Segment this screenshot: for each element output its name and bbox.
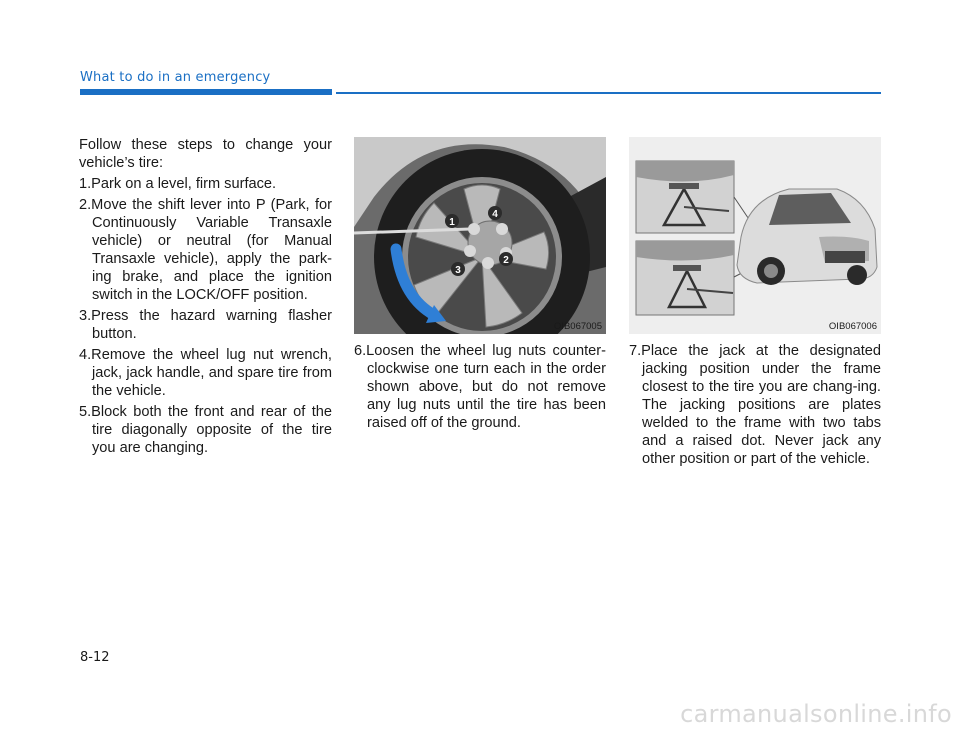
watermark: carmanualsonline.info <box>680 700 952 728</box>
figure-code: OIB067005 <box>553 321 602 332</box>
callout-3 <box>451 262 465 276</box>
header-rule <box>336 92 881 94</box>
svg-text:4: 4 <box>492 209 498 220</box>
lug-nut-order-figure <box>354 137 606 334</box>
step-5: 5.Block both the front and rear of the tire diagonally opposite of the tire you are changing. <box>79 404 332 456</box>
jacking-position-figure <box>629 137 881 334</box>
step-1: 1.Park on a level, firm surface. <box>79 176 277 192</box>
left-column <box>79 136 332 460</box>
callout-1 <box>445 214 459 228</box>
step-6: 6.Loosen the wheel lug nuts counter-clockwise one turn each in the order shown above, but do not remove any lug nuts until the tire has been raised off of the ground. <box>354 343 606 431</box>
step-7: 7.Place the jack at the designated jacking position under the frame closest to the tire you are chang-ing. The jacking positions are plates welded to the frame with two tabs and a raised dot. Never jack any other position or part of the vehicle. <box>629 343 881 467</box>
jacking-illustration <box>629 137 881 334</box>
svg-text:2: 2 <box>503 255 509 266</box>
callout-2 <box>499 252 513 266</box>
section-title-bar <box>80 89 332 95</box>
step-3: 3.Press the hazard warning flasher button. <box>79 308 332 342</box>
svg-text:3: 3 <box>455 265 461 276</box>
figure-code: OIB067006 <box>828 321 877 332</box>
page-number: 8-12 <box>80 650 110 665</box>
middle-column <box>354 342 606 435</box>
step-4: 4.Remove the wheel lug nut wrench, jack, jack handle, and spare tire from the vehicle. <box>79 347 332 399</box>
callout-4 <box>488 206 502 220</box>
section-title: What to do in an emergency <box>80 70 271 85</box>
intro-paragraph: Follow these steps to change your vehicle’s tire: <box>79 137 332 171</box>
svg-text:1: 1 <box>449 217 455 228</box>
right-column <box>629 342 881 471</box>
callout-layer <box>354 137 606 334</box>
step-2: 2.Move the shift lever into P (Park, for Continuously Variable Transaxle vehicle) or neutral (for Manual Transaxle vehicle), apply the park-ing brake, and place the ignition switch in the LOCK/OFF position. <box>79 197 332 303</box>
